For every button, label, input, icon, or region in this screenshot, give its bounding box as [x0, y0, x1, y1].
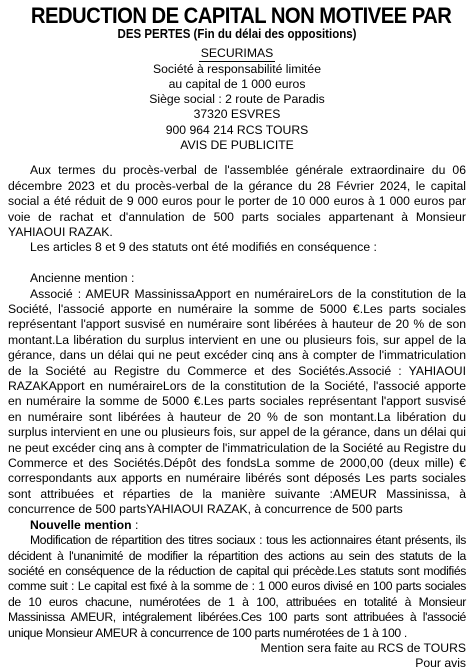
company-seat: Siège social : 2 route de Paradis [149, 92, 325, 107]
company-form: Société à responsabilité limitée [152, 61, 321, 76]
old-mention-text: Associé : AMEUR MassinissaApport en numéraireLors de la constitution de la Société, l'associé apporte en numéraire la somme de 5000 €.Les parts sociales représentant l'apport susvisé en numéraire sont libérées à hauteur de 20 % de son montant.La libération du surplus intervient en une ou plusieurs fois, sur appel de la gérance, dans un délai qui ne peut excéder cinq ans à compter de l'immatriculation de la Société au Registre du Commerce et des Sociétés.Associé : YAHIAOUI RAZAKApport en numéraireLors de la constitution de la Société, l'associé apporte en numéraire la somme de 5000 €.Les parts sociales représentant l'apport susvisé en numéraire sont libérées à hauteur de 20 % de son montant.La libération du surplus intervient en une ou plusieurs fois, sur appel de la gérance, dans un délai qui ne peut excéder cinq ans à compter de l'immatriculation de la Société au Registre du Commerce et des Sociétés.Dépôt des fondsLa somme de 2000,00 (deux mille) € correspondants aux apports en numéraire libérés sont déposés Les parts sociales sont attribuées et réparties de la manière suivante :AMEUR Massinissa, à concurrence de 500 partsYAHIAOUI RAZAK, à concurrence de 500 parts [8, 286, 466, 517]
articles-paragraph: Les articles 8 et 9 des statuts ont été modifiés en conséquence : [30, 240, 377, 255]
filing-mention: Mention sera faite au RCS de TOURS [260, 640, 466, 655]
old-mention-heading: Ancienne mention : [30, 271, 135, 286]
notice-body [8, 163, 466, 671]
new-mention-text: Modification de répartition des titres sociaux : tous les actionnaires étant présents, ils décident à l'unanimité de modifier la répartition des actions au sein des statuts de la société en conséquence de la réduction de capital qui précède.Les statuts sont modifiés comme suit : Le capital est fixé à la somme de : 1 000 euros divisé en 100 parts sociales de 10 euros chacune, numérotées de 1 à 100, attribuées en totalité à Monsieur Massinissa AMEUR, intégralement libérées.Ces 100 parts sont attribuées à l'associé unique Monsieur AMEUR à concurrence de 100 parts numérotées de 1 à 100 . [8, 533, 466, 640]
closing-signature: Pour avis [415, 656, 466, 671]
company-block [8, 46, 466, 153]
notice-subtitle: DES PERTES (Fin du délai des oppositions) [117, 27, 357, 41]
company-city: 37320 ESVRES [193, 107, 281, 122]
company-capital: au capital de 1 000 euros [168, 76, 306, 91]
intro-paragraph: Aux termes du procès-verbal de l'assemblée générale extraordinaire du 06 décembre 2023 et du procès-verbal de la gérance du 28 Février 2024, le capital social a été réduit de 9 000 euros pour le porter de 10 000 euros à 1 000 euros par voie de rachat et d'annulation de 500 parts sociales appartenant à Monsieur YAHIAOUI RAZAK. [8, 163, 466, 239]
paragraph-spacer [8, 256, 466, 271]
new-mention-colon: : [131, 517, 139, 532]
notice-type: AVIS DE PUBLICITE [180, 138, 294, 153]
new-mention-heading [8, 518, 466, 533]
company-name: SECURIMAS [200, 46, 274, 60]
company-registration: 900 964 214 RCS TOURS [165, 122, 309, 137]
new-mention-label: Nouvelle mention [30, 517, 132, 532]
notice-title: REDUCTION DE CAPITAL NON MOTIVEE PAR [30, 3, 452, 28]
